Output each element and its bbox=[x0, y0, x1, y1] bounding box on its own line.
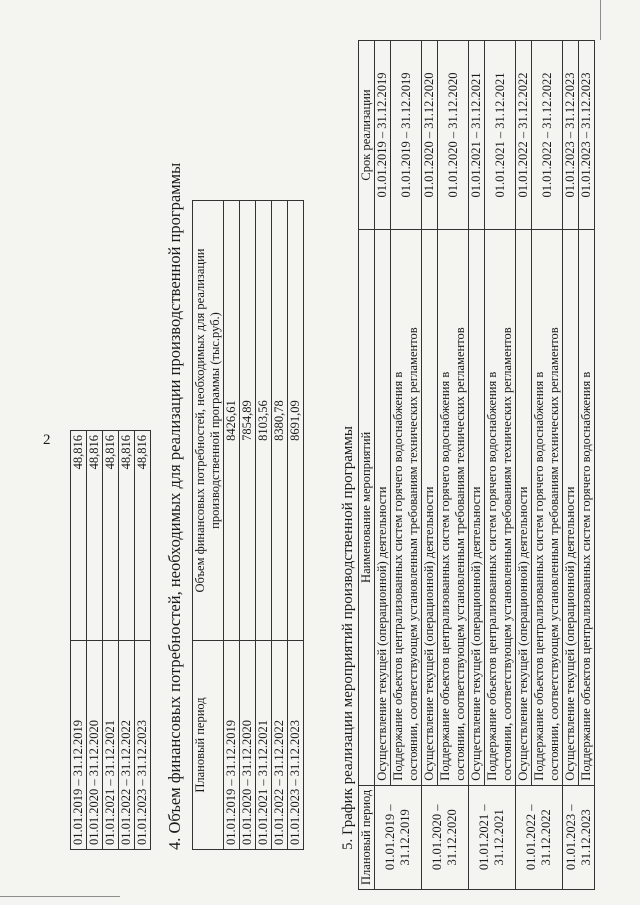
activity-line2: состоянии, соответствующем установленным требованиям технических регламентов bbox=[453, 327, 467, 781]
period-cell: 01.01.2023 – 31.12.2023 bbox=[135, 641, 151, 850]
activity-line1: Осуществление текущей (операционной) деятельности bbox=[469, 486, 483, 781]
activity-line2: состоянии, соответствующем установленным требованиям технических регламентов bbox=[406, 327, 420, 781]
value-cell: 48,816 bbox=[103, 431, 119, 641]
scan-edge-bottom bbox=[0, 896, 120, 897]
page-number: 2 bbox=[43, 432, 51, 448]
activity-line2: состоянии, соответствующем установленным требованиям технических регламентов bbox=[500, 327, 514, 781]
activity-cell bbox=[579, 230, 595, 786]
table-row bbox=[119, 431, 135, 850]
term-cell: 01.01.2023 – 31.12.2023 bbox=[563, 41, 579, 230]
period-cell: 01.01.2020 – 31.12.2020 bbox=[87, 641, 103, 850]
scan-edge-top bbox=[600, 0, 601, 40]
table-row bbox=[532, 41, 563, 890]
section5-col-term: Срок реализации bbox=[359, 41, 375, 230]
table-row bbox=[469, 41, 485, 890]
table-row bbox=[272, 201, 288, 850]
activity-cell bbox=[391, 230, 422, 786]
table-row bbox=[579, 41, 595, 890]
term-cell: 01.01.2019 – 31.12.2019 bbox=[391, 41, 422, 230]
table1 bbox=[70, 430, 151, 850]
section5-col-period: Плановый период bbox=[359, 785, 375, 889]
term-cell: 01.01.2022 – 31.12.2022 bbox=[516, 41, 532, 230]
activity-line1: Осуществление текущей (операционной) деятельности bbox=[516, 486, 530, 781]
table-row bbox=[375, 41, 391, 890]
period-cell bbox=[422, 785, 469, 889]
value-cell: 48,816 bbox=[71, 431, 87, 641]
section4-table-block bbox=[192, 200, 304, 850]
table1-block bbox=[70, 430, 151, 850]
section5-header-row bbox=[359, 41, 375, 890]
period-line1: 01.01.2019 – bbox=[383, 804, 397, 871]
period-line1: 01.01.2020 – bbox=[430, 804, 444, 871]
table-row bbox=[256, 201, 272, 850]
period-cell: 01.01.2022 – 31.12.2022 bbox=[119, 641, 135, 850]
activity-line1: Поддержание объектов централизованных систем горячего водоснабжения в bbox=[579, 371, 593, 781]
period-cell bbox=[563, 785, 595, 889]
activity-line1: Поддержание объектов централизованных систем горячего водоснабжения в bbox=[438, 371, 452, 781]
period-cell: 01.01.2020 – 31.12.2020 bbox=[240, 641, 256, 850]
section5-table bbox=[358, 40, 595, 890]
activity-line1: Осуществление текущей (операционной) деятельности bbox=[375, 486, 389, 781]
table-row bbox=[288, 201, 304, 850]
period-cell: 01.01.2021 – 31.12.2021 bbox=[103, 641, 119, 850]
value-cell: 7854,89 bbox=[240, 201, 256, 641]
term-cell: 01.01.2023 – 31.12.2023 bbox=[579, 41, 595, 230]
value-cell: 48,816 bbox=[119, 431, 135, 641]
activity-cell bbox=[485, 230, 516, 786]
period-cell bbox=[516, 785, 563, 889]
term-cell: 01.01.2020 – 31.12.2020 bbox=[422, 41, 438, 230]
rotated-page-content bbox=[40, 0, 600, 890]
value-cell: 8103,56 bbox=[256, 201, 272, 641]
table-row bbox=[391, 41, 422, 890]
activity-line2: состоянии, соответствующем установленным требованиям технических регламентов bbox=[547, 327, 561, 781]
period-cell bbox=[375, 785, 422, 889]
period-cell: 01.01.2021 – 31.12.2021 bbox=[256, 641, 272, 850]
table-row bbox=[87, 431, 103, 850]
activity-line1: Осуществление текущей (операционной) деятельности bbox=[422, 486, 436, 781]
period-cell: 01.01.2022 – 31.12.2022 bbox=[272, 641, 288, 850]
period-line2: 31.12.2022 bbox=[539, 809, 553, 866]
activity-cell bbox=[422, 230, 438, 786]
period-line1: 01.01.2022 – bbox=[524, 804, 538, 871]
section4-table bbox=[192, 200, 304, 850]
table-row bbox=[485, 41, 516, 890]
activity-cell bbox=[516, 230, 532, 786]
table-row bbox=[224, 201, 240, 850]
value-cell: 48,816 bbox=[87, 431, 103, 641]
activity-line1: Осуществление текущей (операционной) деятельности bbox=[563, 486, 577, 781]
section4-col-volume-line2: производственной программы (тыс.руб.) bbox=[208, 312, 222, 529]
period-line1: 01.01.2023 – bbox=[563, 804, 578, 871]
activity-line1: Поддержание объектов централизованных систем горячего водоснабжения в bbox=[485, 371, 499, 781]
activity-cell bbox=[438, 230, 469, 786]
activity-cell bbox=[375, 230, 391, 786]
period-line2: 31.12.2021 bbox=[492, 809, 506, 866]
section5-title: 5. График реализации мероприятий производственной программы bbox=[340, 426, 356, 850]
section4-col-volume bbox=[193, 201, 224, 641]
term-cell: 01.01.2021 – 31.12.2021 bbox=[469, 41, 485, 230]
period-cell: 01.01.2019 – 31.12.2019 bbox=[71, 641, 87, 850]
period-line1: 01.01.2021 – bbox=[477, 804, 491, 871]
activity-cell bbox=[563, 230, 579, 786]
activity-cell bbox=[532, 230, 563, 786]
period-line2: 31.12.2023 bbox=[578, 809, 593, 866]
period-cell: 01.01.2019 – 31.12.2019 bbox=[224, 641, 240, 850]
section5-table-block bbox=[358, 40, 595, 890]
section5-col-name: Наименование мероприятий bbox=[359, 230, 375, 786]
value-cell: 8426,61 bbox=[224, 201, 240, 641]
table-row bbox=[135, 431, 151, 850]
table-row bbox=[422, 41, 438, 890]
value-cell: 8380,78 bbox=[272, 201, 288, 641]
value-cell: 8691,09 bbox=[288, 201, 304, 641]
term-cell: 01.01.2019 – 31.12.2019 bbox=[375, 41, 391, 230]
period-cell: 01.01.2023 – 31.12.2023 bbox=[288, 641, 304, 850]
activity-line1: Поддержание объектов централизованных систем горячего водоснабжения в bbox=[532, 371, 546, 781]
period-line2: 31.12.2020 bbox=[445, 809, 459, 866]
table-row bbox=[240, 201, 256, 850]
activity-cell bbox=[469, 230, 485, 786]
section4-title: 4. Объем финансовых потребностей, необходимых для реализации производственной программы bbox=[165, 162, 184, 850]
period-line2: 31.12.2019 bbox=[398, 809, 412, 866]
section4-col-period: Плановый период bbox=[193, 641, 224, 850]
activity-line1: Поддержание объектов централизованных систем горячего водоснабжения в bbox=[391, 371, 405, 781]
term-cell: 01.01.2021 – 31.12.2021 bbox=[485, 41, 516, 230]
table-row bbox=[103, 431, 119, 850]
period-cell bbox=[469, 785, 516, 889]
table-row bbox=[563, 41, 579, 890]
table-row bbox=[438, 41, 469, 890]
section4-col-volume-line1: Объем финансовых потребностей, необходимых для реализации bbox=[193, 248, 207, 593]
term-cell: 01.01.2020 – 31.12.2020 bbox=[438, 41, 469, 230]
table-row bbox=[71, 431, 87, 850]
term-cell: 01.01.2022 – 31.12.2022 bbox=[532, 41, 563, 230]
table-row bbox=[516, 41, 532, 890]
value-cell: 48,816 bbox=[135, 431, 151, 641]
section4-header-row bbox=[193, 201, 224, 850]
